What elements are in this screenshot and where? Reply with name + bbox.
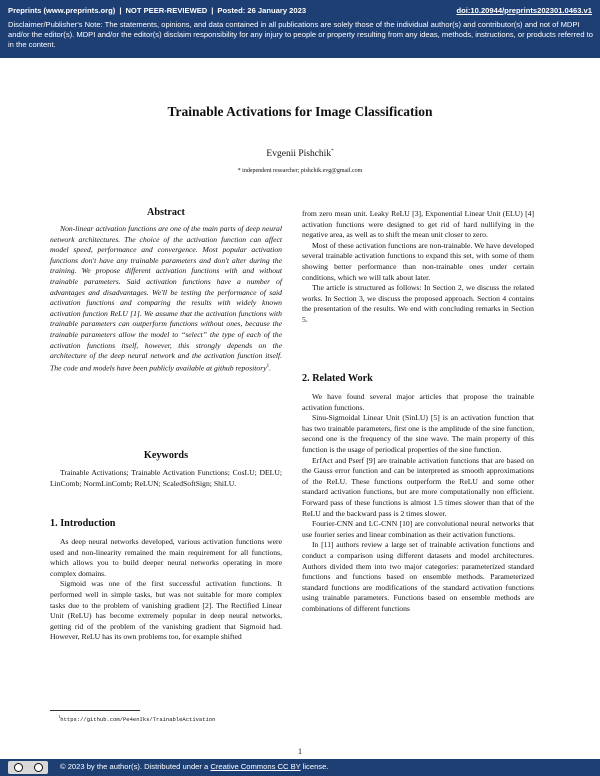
disclaimer-text: Disclaimer/Publisher's Note: The statements, opinions, and data contained in all publications are solely those of the individual author(s) and contributor(s) and not of MDPI and/or the editor(s). MDPI and/or the editor(s) disclaim responsibility for any injury to people or property resulting from any ideas, methods, instructions, or products referred to in the content. [8, 20, 593, 50]
license-prefix: © 2023 by the author(s). Distributed under a [60, 762, 211, 771]
intro-paragraph-3: Most of these activation functions are non-trainable. We have developed several trainable activation functions to expand this set, with some of them showing better performance than non-trainable ones under certain conditions, which we will talk about later. [302, 240, 534, 282]
page-number: 1 [298, 747, 302, 756]
review-status: NOT PEER-REVIEWED [125, 6, 208, 15]
intro-paragraph-1: As deep neural networks developed, various activation functions were used and non-linearity remained the main requirement for all functions, which allows you to build deeper neural networks operating in more complex domains. [50, 537, 282, 578]
related-paragraph-4: Fourier-CNN and LC-CNN [10] are convolutional neural networks that use fourier series and linear combination as their activation functions. [302, 519, 534, 539]
footnote-ref[interactable]: 1 [266, 363, 270, 369]
intro-heading: 1. Introduction [50, 518, 116, 529]
license-bar [0, 759, 600, 776]
related-paragraph-5: In [11] authors review a large set of trainable activation functions and conduct a comparison using different datasets and model architectures. Authors divided them into two major categories: parameterized standard functions and functions based on ensemble methods. Parameterized standard functions are modifications of the standard activation functions using trainable parameters. Functions based on ensemble methods are combinations of different functions [302, 540, 534, 613]
intro-paragraph-4: The article is structured as follows: In Section 2, we discuss the related works. In Section 3, we discuss the proposed approach. Section 4 contains the presentation of the results. We end with concluding remarks in Section 5. [302, 283, 534, 324]
license-suffix: license. [300, 762, 329, 771]
keywords-body [50, 468, 282, 489]
cc-icon [14, 763, 23, 772]
doi-link[interactable]: doi:10.20944/preprints202301.0463.v1 [456, 6, 592, 15]
site-link[interactable]: Preprints (www.preprints.org) [8, 6, 116, 15]
keywords-heading: Keywords [143, 450, 189, 461]
related-paragraph-3: ErfAct and Pserf [9] are trainable activation functions that are based on the Gauss error function and can be interpreted as smooth approximations of the ReLU. These functions outperform the ReLU and some other standard activation functions, but are more computationally non efficient. Forward pass of these functions is almost 1.5 times slower than that of the ReLU and the backward pass is 2 times slower. [302, 455, 534, 518]
by-person-icon [34, 763, 43, 772]
paper-title: Trainable Activations for Image Classification [167, 104, 433, 119]
intro-paragraph-2: Sigmoid was one of the first successful activation functions. It performed well in simple tasks, but was not suitable for more complex tasks due to the problem of vanishing gradient [2]. The Rectified Linear Unit (ReLU) has become extremely popular in deep neural networks, getting rid of the problem of the vanishing gradient that Sigmoid had. However, ReLU has its own problems too, for example shifted [50, 579, 282, 642]
author-line [0, 149, 600, 159]
cc-by-badge-icon [8, 761, 48, 774]
intro-body [50, 537, 282, 643]
related-paragraph-1: We have found several major articles that propose the trainable activation functions. [302, 392, 534, 412]
intro-continuation: from zero mean unit. Leaky ReLU [3], Exponential Linear Unit (ELU) [4] activation functions were designed to get rid of hard nullifying in the negative area, as well as to shift the mean unit closer to zero. [302, 209, 534, 240]
abstract-heading: Abstract [147, 207, 185, 218]
footnote-url[interactable]: https://github.com/Pe4enIks/TrainableActivation [60, 715, 216, 723]
preprint-header-bar [0, 0, 600, 58]
related-work-heading: 2. Related Work [302, 373, 373, 384]
separator: | [119, 6, 122, 15]
separator: | [211, 6, 214, 15]
keywords-text: Trainable Activations; Trainable Activation Functions; CosLU; DELU; LinComb; NormLinComb; ReLUN; ScaledSoftSign; ShiLU. [50, 468, 282, 488]
license-link[interactable]: Creative Commons CC BY [210, 762, 301, 771]
header-meta-line [8, 6, 592, 15]
footnote-mark: 1 [58, 714, 61, 719]
abstract-body [50, 224, 282, 374]
affiliation: * independent researcher; pishchik.evg@gmail.com [237, 168, 363, 174]
related-paragraph-2: Sinu-Sigmoidal Linear Unit (SinLU) [5] is an activation function that has two trainable parameters, first one is the amplitude of the sine function, second one is the frequency of the sine wave. The main property of this function is the usage of periodical properties of the sine function. [302, 413, 534, 454]
author-mark: * [331, 149, 334, 154]
footnote-rule [50, 710, 140, 711]
right-column-intro [302, 209, 534, 326]
related-work-body [302, 392, 534, 614]
footnote [58, 714, 215, 723]
author-name: Evgenii Pishchik [266, 149, 332, 160]
abstract-end: . [269, 363, 272, 373]
license-text [60, 762, 328, 771]
posted-date: Posted: 26 January 2023 [217, 6, 307, 15]
abstract-text: Non-linear activation functions are one of the main parts of deep neural network architectures. The choice of the activation function can affect model speed, performance and convergence. Most popular activation functions don't have any trainable parameters and don't alter during the training. We propose different activation functions with and without trainable parameters. Said activation functions have a number of advantages and disadvantages. We'll be testing the performance of said activation functions and comparing the results with widely known activation function ReLU [1]. We assume that the activation functions with trainable parameters can outperform functions without ones, because the trainable parameters allow the model to “select” the type of each of the activation functions itself, however, this strongly depends on the architecture of the deep neural network and the activation function itself. The code and models have been publicly available at github repository [50, 224, 282, 373]
